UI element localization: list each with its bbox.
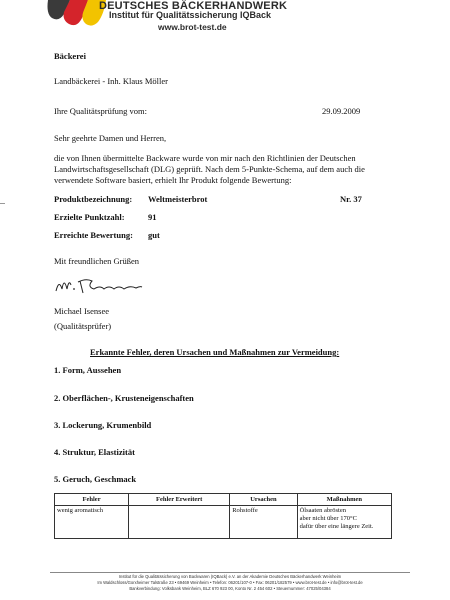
rating-value: gut	[148, 230, 160, 240]
org-website: www.brot-test.de	[158, 22, 227, 32]
recipient-name: Landbäckerei - Inh. Klaus Möller	[54, 76, 168, 86]
footer-divider	[50, 572, 410, 573]
header-fehler-erweitert: Fehler Erweitert	[129, 494, 230, 506]
org-subtitle: Institut für Qualitätssicherung IQBack	[109, 10, 272, 20]
product-number: Nr. 37	[340, 194, 362, 204]
massnahmen-line-3: dafür über eine längere Zeit.	[299, 523, 374, 530]
iqback-logo	[40, 0, 108, 28]
test-date-label: Ihre Qualitätsprüfung vom:	[54, 106, 148, 116]
closing-salutation: Mit freundlichen Grüßen	[54, 256, 139, 266]
defects-table	[54, 493, 392, 539]
signer-name: Michael Isensee	[54, 306, 109, 316]
defect-category-5: 5. Geruch, Geschmack	[54, 474, 137, 484]
product-label: Produktbezeichnung:	[54, 194, 133, 204]
massnahmen-line-1: Ölsaaten abrösten	[299, 507, 346, 514]
handwritten-signature	[54, 273, 146, 299]
footer-line-3: Bankverbindung: Volksbank Weinheim, BLZ 670 923 00, Konto Nr. 2 454 602 • Steuernummer: 47025/04384	[129, 586, 331, 592]
cell-massnahmen	[297, 506, 391, 539]
cell-ursachen: Rohstoffe	[230, 506, 297, 539]
greeting: Sehr geehrte Damen und Herren,	[54, 133, 167, 143]
cell-fehler-erweitert	[129, 506, 230, 539]
defect-category-1: 1. Form, Aussehen	[54, 365, 122, 375]
defect-category-4: 4. Struktur, Elastizität	[54, 447, 135, 457]
score-value: 91	[148, 212, 157, 222]
footer	[40, 574, 420, 593]
margin-mark	[0, 203, 5, 204]
cell-fehler: wenig aromatisch	[55, 506, 129, 539]
header-ursachen: Ursachen	[230, 494, 297, 506]
test-date-value: 29.09.2009	[322, 106, 361, 116]
defect-category-2: 2. Oberflächen-, Krusteneigenschaften	[54, 393, 194, 403]
signer-role: (Qualitätsprüfer)	[54, 321, 112, 331]
org-name: DEUTSCHES BÄCKERHANDWERK	[99, 0, 288, 12]
body-line-2: Landwirtschaftsgesellschaft (DLG) geprüft. Nach dem 5-Punkte-Schema, auf dem auch die	[54, 164, 365, 174]
defect-category-3: 3. Lockerung, Krumenbild	[54, 420, 152, 430]
recipient-title: Bäckerei	[54, 51, 86, 61]
table-header-row	[55, 494, 392, 506]
table-row	[55, 506, 392, 539]
header-massnahmen: Maßnahmen	[297, 494, 391, 506]
body-line-3: verwendete Software basiert, erhielt Ihr Produkt folgende Bewertung:	[54, 175, 292, 185]
body-line-1: die von Ihnen übermittelte Backware wurde von mir nach den Richtlinien der Deutschen	[54, 153, 356, 163]
product-value: Weltmeisterbrot	[148, 194, 208, 204]
massnahmen-line-2: aber nicht über 170°C	[299, 515, 357, 522]
footer-line-2: Im Waldschloss/Gorxheimer Talstraße 23 • 69469 Weinheim • Telefon: 06201/107-0 • Fax: 06201/182579 • www.brot-test.de • info@brot-test.de	[97, 580, 363, 586]
footer-line-1: Institut für die Qualitätssicherung von Backwaren (IQBack) e.V. an der Akademie Deutsches Bäckerhandwerk Weinheim	[118, 574, 342, 579]
score-label: Erzielte Punktzahl:	[54, 212, 125, 222]
rating-label: Erreichte Bewertung:	[54, 230, 133, 240]
header-fehler: Fehler	[55, 494, 129, 506]
defects-heading: Erkannte Fehler, deren Ursachen und Maßnahmen zur Vermeidung:	[90, 347, 340, 357]
